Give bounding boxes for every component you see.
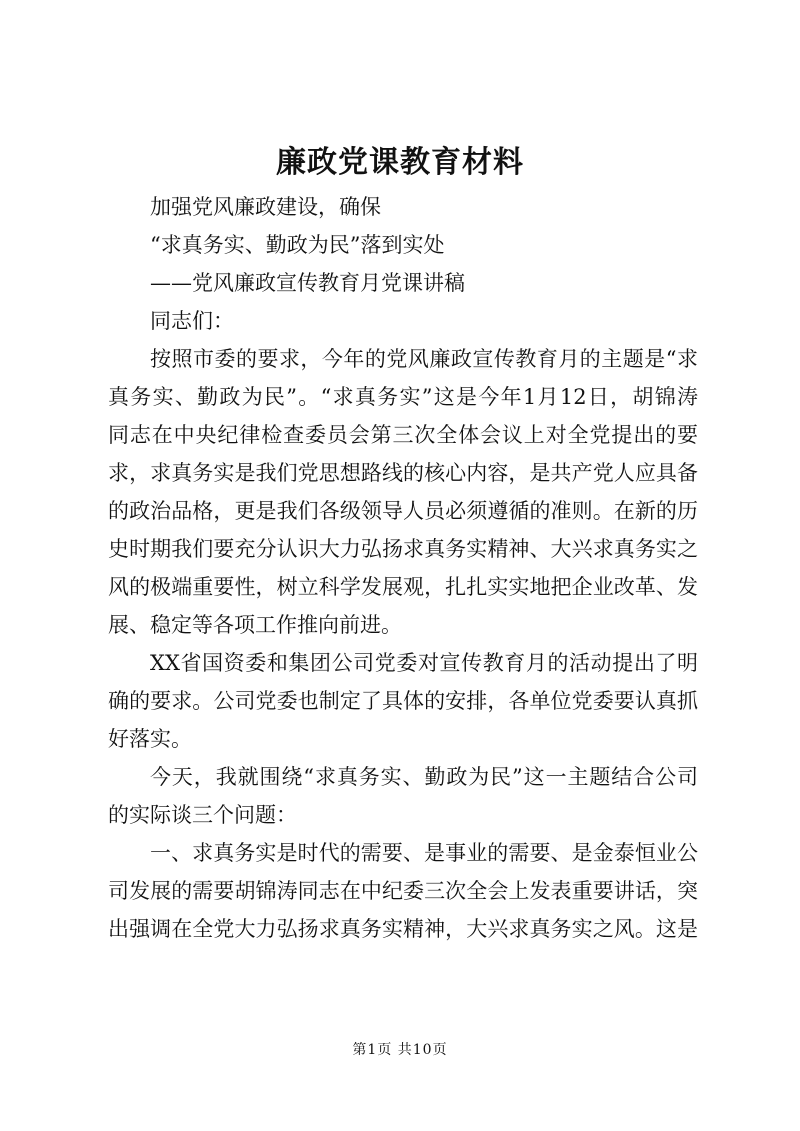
paragraph-line: 的实际谈三个问题： [108,803,297,827]
paragraph-line: 风的极端重要性，树立科学发展观，扎扎实实地把企业改革、发 [108,575,698,599]
paragraph-line: 确的要求。公司党委也制定了具体的安排，各单位党委要认真抓 [108,689,698,713]
paragraph-line: 今天，我就围绕“求真务实、勤政为民”这一主题结合公司 [150,765,698,789]
paragraph-line: 司发展的需要胡锦涛同志在中纪委三次全会上发表重要讲话，突 [108,879,698,903]
subtitle-line-2: “求真务实、勤政为民”落到实处 [150,233,445,257]
paragraph-line: XX省国资委和集团公司党委对宣传教育月的活动提出了明 [150,651,698,675]
document-body [108,188,698,948]
paragraph-line: 好落实。 [108,727,192,751]
paragraph-line: 按照市委的要求，今年的党风廉政宣传教育月的主题是“求 [150,347,698,371]
paragraph-2 [108,644,698,758]
paragraph-line: 求，求真务实是我们党思想路线的核心内容，是共产党人应具备 [108,461,698,485]
paragraph-line: 展、稳定等各项工作推向前进。 [108,613,402,637]
page-title: 廉政党课教育材料 [276,145,524,180]
page-footer [0,1040,800,1060]
salutation: 同志们： [150,309,234,333]
paragraph-line: 真务实、勤政为民”。“求真务实”这是今年1月12日，胡锦涛 [108,385,698,409]
paragraph-line: 的政治品格，更是我们各级领导人员必须遵循的准则。在新的历 [108,499,698,523]
paragraph-3 [108,758,698,834]
paragraph-line: 出强调在全党大力弘扬求真务实精神，大兴求真务实之风。这是 [108,917,698,941]
subtitle-line-1: 加强党风廉政建设，确保 [150,195,381,219]
paragraph-line: 一、求真务实是时代的需要、是事业的需要、是金泰恒业公 [150,841,698,865]
paragraph-1 [108,340,698,644]
page-indicator: 第1页 共10页 [352,1042,448,1058]
subtitle-line-3: ——党风廉政宣传教育月党课讲稿 [150,271,465,295]
paragraph-4 [108,834,698,948]
paragraph-line: 同志在中央纪律检查委员会第三次全体会议上对全党提出的要 [108,423,698,447]
paragraph-line: 史时期我们要充分认识大力弘扬求真务实精神、大兴求真务实之 [108,537,698,561]
